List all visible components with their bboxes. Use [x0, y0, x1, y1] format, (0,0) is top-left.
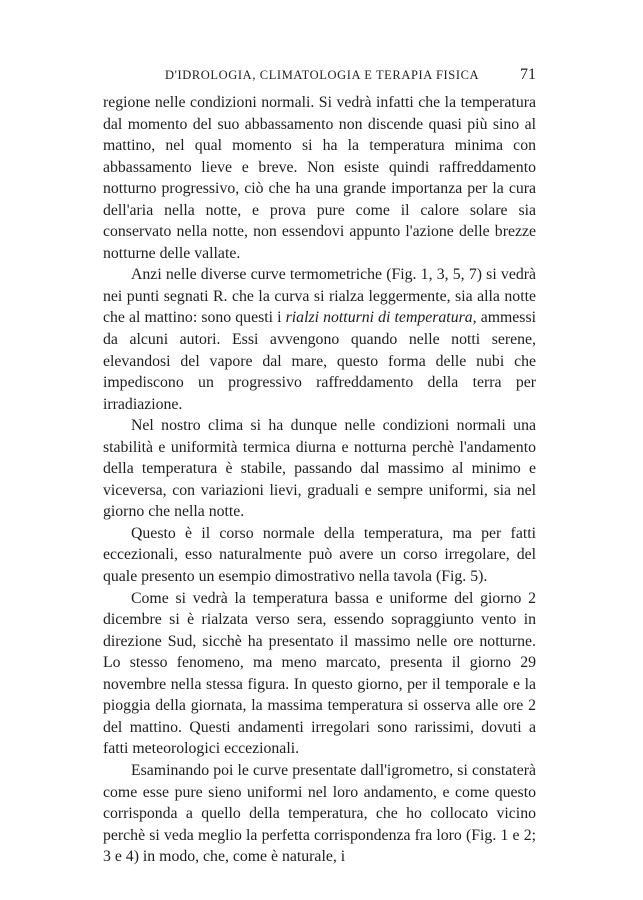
paragraph: Nel nostro clima si ha dunque nelle condizioni normali una stabilità e uniformità termica diurna e notturna perchè l'andamento della temperatura è stabile, passando dal massimo al minimo e viceversa, con variazioni lievi, graduali e sempre uniformi, sia nel giorno che nella notte. [103, 417, 536, 521]
paragraph: regione nelle condizioni normali. Si vedrà infatti che la temperatura dal momento del suo abbassamento non discende quasi più sino al mattino, nel qual momento si ha la temperatura minima con abbassamento lieve e breve. Non esiste quindi raffreddamento notturno progressivo, ciò che ha una grande importanza per la cura dell'aria nella notte, e prova pure come il calore solare sia conservato nella notte, non essendovi appunto l'azione delle brezze notturne delle vallate. [103, 94, 536, 262]
paragraph-text: ammessi da alcuni autori. Essi avvengono quando nelle notti serene, elevandosi del vapore dal mare, questo forma delle nubi che impediscono un progressivo raffreddamento della terra per irradiazione. [103, 309, 536, 413]
paragraph: Questo è il corso normale della temperatura, ma per fatti eccezionali, esso naturalmente può avere un corso irregolare, del quale presento un esempio dimostrativo nella tavola (Fig. 5). [103, 524, 536, 586]
running-header [103, 66, 536, 88]
body-text [103, 92, 536, 868]
page-number: 71 [520, 66, 536, 83]
paragraph [103, 264, 536, 415]
italic-phrase: rialzi notturni di temperatura, [285, 309, 477, 327]
paragraph: Come si vedrà la temperatura bassa e uniforme del giorno 2 dicembre si è rialzata verso sera, essendo sopraggiunto vento in direzione Sud, sicchè ha presentato il massimo nelle ore notturne. Lo stesso fenomeno, ma meno marcato, presenta il giorno 29 novembre nella stessa figura. In questo giorno, per il temporale e la pioggia della giornata, la massima temperatura si osserva alle ore 2 del mattino. Questi andamenti irregolari sono rarissimi, dovuti a fatti meteorologici eccezionali. [103, 589, 536, 758]
paragraph-text: Anzi nelle diverse curve termometriche (Fig. 1, 3, 5, 7) si vedrà nei punti segnati R. che la curva si rialza leggermente, sia alla notte che al mattino: sono questi i [103, 266, 536, 327]
paragraph: Esaminando poi le curve presentate dall'igrometro, si constaterà come esse pure sieno uniformi nel loro andamento, e come questo corrisponda a quello della temperatura, che ho collocato vicino perchè si veda meglio la perfetta corrispondenza fra loro (Fig. 1 e 2; 3 e 4) in modo, che, come è naturale, i [103, 761, 536, 866]
header-title: D'IDROLOGIA, CLIMATOLOGIA E TERAPIA FISICA [165, 68, 480, 82]
